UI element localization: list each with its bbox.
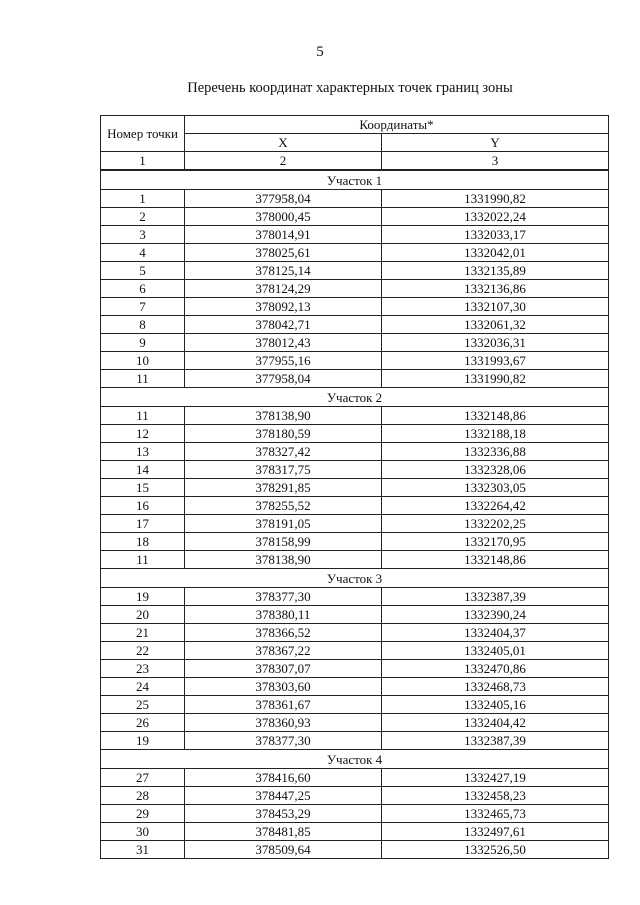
point-number-cell: 11	[101, 370, 185, 388]
section-title: Участок 2	[101, 388, 609, 407]
point-number-cell: 3	[101, 226, 185, 244]
table-row	[101, 208, 609, 226]
x-coordinate-cell: 378380,11	[185, 606, 382, 624]
y-coordinate-cell: 1332336,88	[382, 443, 609, 461]
y-coordinate-cell: 1332404,42	[382, 714, 609, 732]
y-coordinate-cell: 1332264,42	[382, 497, 609, 515]
y-coordinate-cell: 1331990,82	[382, 190, 609, 208]
point-number-cell: 8	[101, 316, 185, 334]
x-coordinate-cell: 377955,16	[185, 352, 382, 370]
column-index-cell: 3	[382, 152, 609, 171]
table-body	[101, 170, 609, 859]
y-coordinate-cell: 1332022,24	[382, 208, 609, 226]
x-coordinate-cell: 378447,25	[185, 787, 382, 805]
point-number-cell: 20	[101, 606, 185, 624]
y-coordinate-cell: 1332303,05	[382, 479, 609, 497]
y-coordinate-cell: 1332328,06	[382, 461, 609, 479]
column-index-row	[101, 152, 609, 171]
y-coordinate-cell: 1332405,01	[382, 642, 609, 660]
point-number-cell: 19	[101, 588, 185, 606]
point-number-cell: 9	[101, 334, 185, 352]
table-row	[101, 334, 609, 352]
x-coordinate-cell: 378180,59	[185, 425, 382, 443]
y-coordinate-cell: 1332390,24	[382, 606, 609, 624]
x-coordinate-cell: 378367,22	[185, 642, 382, 660]
table-row	[101, 244, 609, 262]
y-coordinate-cell: 1332107,30	[382, 298, 609, 316]
x-coordinate-cell: 378360,93	[185, 714, 382, 732]
table-row	[101, 190, 609, 208]
table-row	[101, 515, 609, 533]
x-coordinate-cell: 378291,85	[185, 479, 382, 497]
y-coordinate-cell: 1332404,37	[382, 624, 609, 642]
point-number-cell: 5	[101, 262, 185, 280]
column-index-cell: 2	[185, 152, 382, 171]
y-coordinate-cell: 1332148,86	[382, 551, 609, 569]
point-number-cell: 30	[101, 823, 185, 841]
x-coordinate-cell: 378317,75	[185, 461, 382, 479]
x-coordinate-cell: 378481,85	[185, 823, 382, 841]
table-row	[101, 352, 609, 370]
table-row	[101, 370, 609, 388]
point-number-cell: 21	[101, 624, 185, 642]
table-row	[101, 588, 609, 606]
x-coordinate-cell: 378255,52	[185, 497, 382, 515]
point-number-cell: 26	[101, 714, 185, 732]
table-row	[101, 696, 609, 714]
table-header	[101, 116, 609, 171]
x-coordinate-cell: 378327,42	[185, 443, 382, 461]
point-number-cell: 28	[101, 787, 185, 805]
point-number-cell: 10	[101, 352, 185, 370]
table-row	[101, 642, 609, 660]
table-row	[101, 533, 609, 551]
y-coordinate-cell: 1331990,82	[382, 370, 609, 388]
y-coordinate-cell: 1332202,25	[382, 515, 609, 533]
coordinates-table	[100, 115, 609, 859]
section-header-row	[101, 569, 609, 588]
point-number-cell: 22	[101, 642, 185, 660]
point-number-cell: 12	[101, 425, 185, 443]
table-row	[101, 606, 609, 624]
x-coordinate-cell: 378042,71	[185, 316, 382, 334]
table-row	[101, 805, 609, 823]
y-coordinate-cell: 1332148,86	[382, 407, 609, 425]
table-row	[101, 732, 609, 750]
y-coordinate-cell: 1332061,32	[382, 316, 609, 334]
x-coordinate-cell: 377958,04	[185, 370, 382, 388]
x-coordinate-cell: 378303,60	[185, 678, 382, 696]
point-number-cell: 16	[101, 497, 185, 515]
table-row	[101, 678, 609, 696]
x-coordinate-cell: 378366,52	[185, 624, 382, 642]
point-number-cell: 1	[101, 190, 185, 208]
point-number-cell: 24	[101, 678, 185, 696]
y-coordinate-cell: 1332458,23	[382, 787, 609, 805]
x-coordinate-cell: 378012,43	[185, 334, 382, 352]
x-coordinate-cell: 378124,29	[185, 280, 382, 298]
point-number-cell: 31	[101, 841, 185, 859]
x-coordinate-cell: 378361,67	[185, 696, 382, 714]
point-number-cell: 11	[101, 407, 185, 425]
y-coordinate-cell: 1332135,89	[382, 262, 609, 280]
point-number-cell: 7	[101, 298, 185, 316]
point-number-cell: 23	[101, 660, 185, 678]
table-row	[101, 497, 609, 515]
point-number-cell: 17	[101, 515, 185, 533]
section-header-row	[101, 170, 609, 190]
point-number-cell: 2	[101, 208, 185, 226]
x-coordinate-cell: 378025,61	[185, 244, 382, 262]
x-coordinate-cell: 378377,30	[185, 588, 382, 606]
section-header-row	[101, 750, 609, 769]
point-number-cell: 18	[101, 533, 185, 551]
table-row	[101, 769, 609, 787]
table-row	[101, 660, 609, 678]
y-coordinate-cell: 1331993,67	[382, 352, 609, 370]
x-coordinate-cell: 378014,91	[185, 226, 382, 244]
y-coordinate-cell: 1332036,31	[382, 334, 609, 352]
table-row	[101, 316, 609, 334]
x-coordinate-cell: 378453,29	[185, 805, 382, 823]
point-number-cell: 14	[101, 461, 185, 479]
table-row	[101, 425, 609, 443]
table-row	[101, 461, 609, 479]
y-coordinate-cell: 1332136,86	[382, 280, 609, 298]
page-number: 5	[316, 44, 324, 60]
point-number-cell: 13	[101, 443, 185, 461]
table-row	[101, 226, 609, 244]
y-coordinate-cell: 1332470,86	[382, 660, 609, 678]
y-coordinate-cell: 1332042,01	[382, 244, 609, 262]
x-coordinate-cell: 378000,45	[185, 208, 382, 226]
table-row	[101, 443, 609, 461]
x-coordinate-cell: 378092,13	[185, 298, 382, 316]
x-coordinate-cell: 377958,04	[185, 190, 382, 208]
point-number-cell: 4	[101, 244, 185, 262]
section-title: Участок 3	[101, 569, 609, 588]
y-coordinate-cell: 1332468,73	[382, 678, 609, 696]
table-row	[101, 280, 609, 298]
table-row	[101, 787, 609, 805]
y-coordinate-cell: 1332497,61	[382, 823, 609, 841]
header-coordinates: Координаты*	[185, 116, 609, 134]
y-coordinate-cell: 1332170,95	[382, 533, 609, 551]
table-row	[101, 407, 609, 425]
y-coordinate-cell: 1332033,17	[382, 226, 609, 244]
section-title: Участок 1	[101, 170, 609, 190]
table-row	[101, 551, 609, 569]
table-row	[101, 298, 609, 316]
table-row	[101, 841, 609, 859]
table-row	[101, 624, 609, 642]
y-coordinate-cell: 1332387,39	[382, 732, 609, 750]
section-header-row	[101, 388, 609, 407]
x-coordinate-cell: 378377,30	[185, 732, 382, 750]
y-coordinate-cell: 1332465,73	[382, 805, 609, 823]
x-coordinate-cell: 378138,90	[185, 551, 382, 569]
header-point-number: Номер точки	[101, 116, 185, 152]
point-number-cell: 19	[101, 732, 185, 750]
point-number-cell: 25	[101, 696, 185, 714]
x-coordinate-cell: 378125,14	[185, 262, 382, 280]
y-coordinate-cell: 1332427,19	[382, 769, 609, 787]
point-number-cell: 11	[101, 551, 185, 569]
point-number-cell: 27	[101, 769, 185, 787]
table-row	[101, 714, 609, 732]
table-row	[101, 823, 609, 841]
y-coordinate-cell: 1332405,16	[382, 696, 609, 714]
header-x: X	[185, 134, 382, 152]
table-row	[101, 262, 609, 280]
x-coordinate-cell: 378158,99	[185, 533, 382, 551]
header-y: Y	[382, 134, 609, 152]
x-coordinate-cell: 378138,90	[185, 407, 382, 425]
x-coordinate-cell: 378191,05	[185, 515, 382, 533]
point-number-cell: 6	[101, 280, 185, 298]
table-row	[101, 479, 609, 497]
x-coordinate-cell: 378416,60	[185, 769, 382, 787]
y-coordinate-cell: 1332526,50	[382, 841, 609, 859]
y-coordinate-cell: 1332387,39	[382, 588, 609, 606]
y-coordinate-cell: 1332188,18	[382, 425, 609, 443]
section-title: Участок 4	[101, 750, 609, 769]
point-number-cell: 15	[101, 479, 185, 497]
x-coordinate-cell: 378509,64	[185, 841, 382, 859]
document-title: Перечень координат характерных точек границ зоны	[187, 80, 513, 96]
x-coordinate-cell: 378307,07	[185, 660, 382, 678]
column-index-cell: 1	[101, 152, 185, 171]
point-number-cell: 29	[101, 805, 185, 823]
